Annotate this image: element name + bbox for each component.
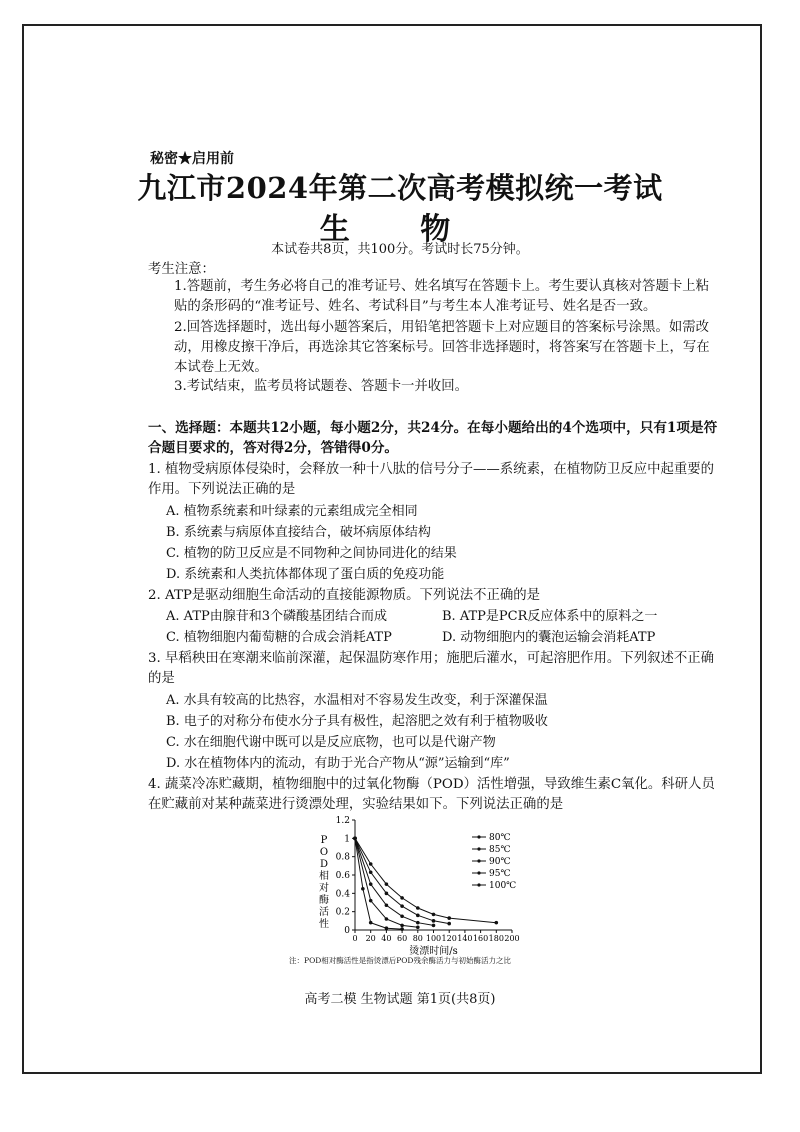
- y-axis-label-char: 性: [319, 919, 329, 930]
- y-tick-label: 0: [344, 926, 350, 936]
- data-point: [447, 922, 451, 926]
- q3-stem: 3. 早稻秧田在寒潮来临前深灌，起保温防寒作用；施肥后灌水，可起溶肥作用。下列叙述不正确的是: [148, 651, 715, 686]
- exam-title: 九江市2024年第二次高考模拟统一考试: [137, 171, 663, 205]
- y-axis-label-char: D: [319, 859, 329, 870]
- subject-title: 生 物: [319, 212, 481, 247]
- data-point: [385, 892, 389, 896]
- data-point: [400, 927, 404, 931]
- data-point: [369, 870, 373, 874]
- data-point: [385, 926, 389, 930]
- y-axis-label-char: 相: [319, 871, 329, 882]
- series-line: [355, 838, 496, 922]
- y-axis-label-char: 酶: [319, 895, 329, 906]
- q1-stem: 1. 植物受病原体侵染时，会释放一种十八肽的信号分子——系统素，在植物防卫反应中起重要的作用。下列说法正确的是: [148, 462, 715, 497]
- y-tick-label: 0.8: [335, 852, 350, 863]
- y-axis-label-char: O: [319, 847, 329, 858]
- x-tick-label: 0: [352, 934, 358, 943]
- data-point: [416, 921, 420, 925]
- q4-stem: 4. 蔬菜冷冻贮藏期，植物细胞中的过氧化物酶（POD）活性增强，导致维生素C氧化。科研人员在贮藏前对某种蔬菜进行烫漂处理，实验结果如下。下列说法正确的是: [148, 777, 715, 812]
- x-tick-label: 20: [365, 934, 376, 943]
- legend-label: 85℃: [489, 845, 511, 855]
- notice-item-3: 3.考试结束，监考员将试题卷、答题卡一并收回。: [174, 379, 468, 394]
- data-point: [361, 887, 365, 891]
- x-tick-label: 60: [397, 934, 408, 943]
- data-point: [385, 882, 389, 886]
- q1-option-b: B. 系统素与病原体直接结合，破坏病原体结构: [166, 525, 431, 540]
- legend-label: 95℃: [489, 869, 511, 879]
- q1-option-d: D. 系统素和人类抗体都体现了蛋白质的免疫功能: [166, 567, 445, 582]
- data-point: [369, 921, 373, 925]
- x-tick-label: 80: [412, 934, 423, 943]
- x-tick-label: 100: [425, 934, 442, 943]
- data-point: [432, 913, 436, 917]
- series-line: [355, 838, 402, 929]
- legend-marker: [477, 835, 480, 838]
- data-point: [353, 837, 357, 841]
- page-footer: 高考二模 生物试题 第1页(共8页): [304, 992, 496, 1007]
- q1-option-a: A. 植物系统素和叶绿素的元素组成完全相同: [166, 504, 418, 519]
- chart-note: 注：POD相对酶活性是指烫漂后POD残余酶活力与初始酶活力之比: [289, 956, 511, 965]
- q3-option-d: D. 水在植物体内的流动，有助于光合产物从“源”运输到“库”: [166, 756, 510, 771]
- q3-option-b: B. 电子的对称分布使水分子具有极性，起溶肥之效有利于植物吸收: [166, 714, 548, 729]
- notice-item-1: 1.答题前，考生务必将自己的准考证号、姓名填写在答题卡上。考生要认真核对答题卡上粘贴的条形码的“准考证号、姓名、考试科目”与考生本人准考证号、姓名是否一致。: [174, 279, 710, 314]
- legend-marker: [477, 871, 480, 874]
- y-axis-label-char: 对: [319, 883, 329, 894]
- legend-marker: [477, 859, 480, 862]
- x-axis-label: 烫漂时间/s: [409, 946, 458, 955]
- x-tick-label: 120: [441, 934, 457, 943]
- notice-item-2: 2.回答选择题时，选出每小题答案后，用铅笔把答题卡上对应题目的答案标号涂黑。如需改动，用橡皮擦干净后，再选涂其它答案标号。回答非选择题时，将答案写在答题卡上，写在本试卷上无效。: [174, 320, 710, 375]
- notice-title: 考生注意：: [148, 262, 215, 277]
- y-tick-label: 0.2: [335, 907, 350, 918]
- q2-option-b: B. ATP是PCR反应体系中的原料之一: [442, 609, 658, 624]
- y-tick-label: 0.4: [335, 889, 350, 900]
- legend-label: 100℃: [489, 881, 517, 891]
- y-axis-label-char: 活: [319, 907, 329, 918]
- q1-option-c: C. 植物的防卫反应是不同物种之间协同进化的结果: [166, 546, 457, 561]
- pod-activity-chart: [300, 815, 540, 955]
- q2-stem: 2. ATP是驱动细胞生命活动的直接能源物质。下列说法不正确的是: [148, 588, 541, 603]
- x-tick-label: 160: [472, 934, 489, 943]
- data-point: [400, 896, 404, 900]
- q2-option-a: A. ATP由腺苷和3个磷酸基团结合而成: [166, 609, 388, 624]
- series-line: [355, 838, 434, 925]
- data-point: [432, 924, 436, 928]
- legend-marker: [477, 883, 480, 886]
- data-point: [400, 914, 404, 918]
- data-point: [495, 921, 499, 925]
- data-point: [416, 906, 420, 910]
- data-point: [369, 862, 373, 866]
- data-point: [432, 919, 436, 923]
- data-point: [369, 882, 373, 886]
- section-heading: 一、选择题：本题共12小题，每小题2分，共24分。在每小题给出的4个选项中，只有1项是符合题目要求的，答对得2分，答错得0分。: [148, 420, 718, 456]
- q2-option-c: C. 植物细胞内葡萄糖的合成会消耗ATP: [166, 630, 392, 645]
- x-tick-label: 180: [488, 934, 504, 943]
- x-tick-label: 200: [504, 934, 520, 943]
- x-tick-label: 40: [381, 934, 392, 943]
- q3-option-c: C. 水在细胞代谢中既可以是反应底物，也可以是代谢产物: [166, 735, 496, 750]
- data-point: [416, 925, 420, 929]
- data-point: [400, 924, 404, 928]
- legend-marker: [477, 847, 480, 850]
- data-point: [400, 904, 404, 908]
- data-point: [416, 914, 420, 918]
- y-axis-label-char: P: [320, 835, 328, 846]
- y-tick-label: 1: [344, 834, 350, 845]
- y-tick-label: 1.2: [335, 816, 350, 826]
- data-point: [385, 903, 389, 907]
- data-point: [385, 917, 389, 921]
- q3-option-a: A. 水具有较高的比热容，水温相对不容易发生改变，利于深灌保温: [166, 693, 548, 708]
- confidential-label: 秘密★启用前: [150, 151, 234, 167]
- legend-label: 90℃: [489, 857, 511, 867]
- data-point: [447, 916, 451, 920]
- data-point: [369, 899, 373, 903]
- q2-option-d: D. 动物细胞内的囊泡运输会消耗ATP: [442, 630, 656, 645]
- legend-label: 80℃: [489, 833, 511, 843]
- x-tick-label: 140: [457, 934, 473, 943]
- exam-info: 本试卷共8页，共100分。考试时长75分钟。: [271, 242, 529, 257]
- y-tick-label: 0.6: [335, 871, 350, 881]
